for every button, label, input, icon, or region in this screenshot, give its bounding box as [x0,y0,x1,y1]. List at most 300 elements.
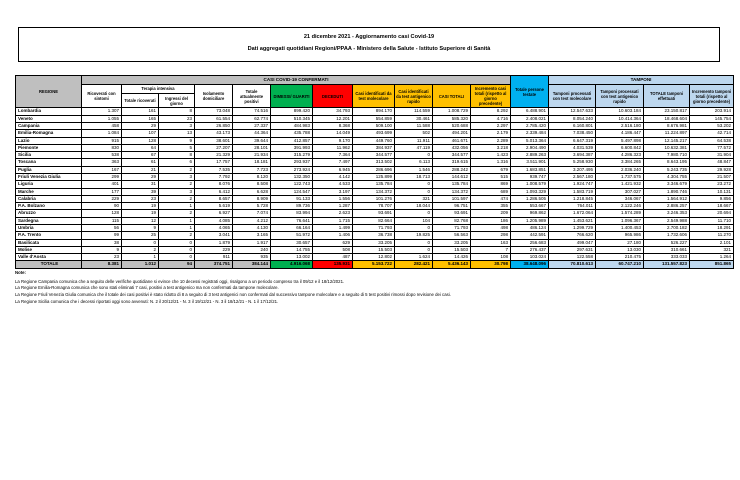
data-cell: 1.423 [471,152,511,159]
data-cell: 391.993 [271,144,313,151]
data-cell: 18.468.604 [644,115,690,122]
data-cell: 1.890.746 [644,188,690,195]
data-cell: 56 [82,224,122,231]
data-cell: 28.101 [233,144,271,151]
data-cell: 4.212 [233,217,271,224]
data-cell: 1 [159,217,195,224]
col-header-persone-testate: Totale persone testate [511,76,549,108]
data-cell: 23 [122,195,159,202]
note-line: La Regione Campania comunica che a seguito delle verifiche quotidiane si evince che 10 decessi registrati oggi, risalgono a un periodo compreso tra il 09/12 e il 18/12/2021. [15,278,345,284]
data-cell: 101.597 [433,195,471,202]
data-cell: 2 [122,246,159,253]
table-row [16,210,734,217]
data-cell: 6.927 [195,210,233,217]
table-row [16,239,734,246]
data-cell: 11.588 [395,123,433,130]
totale-cell: 851.865 [690,261,734,268]
data-cell: 273.924 [271,166,313,173]
note-line: La Regione Sicilia comunica che i decessi riportati oggi sono avvenuti: N. 2 il 20/12/21 - N. 3 il 19/12/21 - N. 3 il 18/12/21 - N. 1 il 17/12/21. [15,298,279,304]
data-cell: 125.899 [353,173,395,180]
data-cell: 38 [82,239,122,246]
data-cell: 3.207.495 [549,166,596,173]
data-cell: 3.246.353 [644,210,690,217]
data-cell: 4.065 [195,224,233,231]
data-cell: 1 [159,203,195,210]
data-cell: 26.850 [195,123,233,130]
data-cell: 2.289 [471,137,511,144]
data-cell: 458 [82,123,122,130]
data-cell: 2.408.021 [511,115,549,122]
data-cell: 177 [82,188,122,195]
data-cell: 432.056 [433,144,471,151]
data-cell: 494.201 [433,130,471,137]
data-cell: 2.122.246 [596,203,644,210]
totale-label: TOTALE [16,261,82,268]
data-cell: 1.453.621 [549,217,596,224]
totale-cell: 282.421 [395,261,433,268]
data-cell: 2.567.180 [549,173,596,180]
data-cell: 299 [82,173,122,180]
data-cell: 1.556 [313,195,353,202]
data-cell: 8.508 [233,181,271,188]
data-cell: 108 [471,254,511,261]
data-cell: 8 [159,108,195,115]
data-cell: 1.093.329 [511,188,549,195]
data-cell: 30.657 [271,239,313,246]
data-cell: 915 [82,137,122,144]
totale-cell: 131.557.823 [644,261,690,268]
data-cell: 11.962 [313,144,353,151]
data-cell: 8.120 [233,173,271,180]
data-cell: 18.044 [395,203,433,210]
data-cell: 1.564.912 [644,195,690,202]
data-cell: 23 [82,254,122,261]
data-cell: 64.538 [690,137,734,144]
data-cell: 508 [313,246,353,253]
data-cell: 20.694 [690,210,734,217]
data-cell: 134.372 [433,188,471,195]
data-cell: 3.041 [195,232,233,239]
band-casi-confermati: CASI COVID-19 CONFERMATI [82,76,511,85]
data-cell: 435.788 [271,130,313,137]
totale-cell: 70.810.613 [549,261,596,268]
data-cell: 0 [395,210,433,217]
data-cell: 830 [82,144,122,151]
bulletin-subtitle: Dati aggregati quotidiani Regioni/PPAA - Ministero della Salute - Istituto Superiore di Sanità [247,45,491,52]
data-cell: 5.258.930 [549,159,596,166]
data-cell: 401 [82,181,122,188]
data-cell: 286.696 [353,166,395,173]
data-cell: 3.346.679 [644,181,690,188]
data-cell: 2.623 [313,210,353,217]
data-cell: 7.792 [195,173,233,180]
data-cell: 363 [82,159,122,166]
data-cell: 6.113 [395,159,433,166]
data-cell: 1.879 [195,239,233,246]
data-cell: 134.372 [353,188,395,195]
data-cell: 36.738 [353,232,395,239]
data-cell: 74.516 [233,108,271,115]
data-cell: 103.024 [511,254,549,261]
data-cell: 6.160.801 [549,123,596,130]
data-cell: 2.889.263 [511,152,549,159]
data-cell: 2.297 [471,123,511,130]
data-cell: 7.038.450 [549,130,596,137]
data-cell: 538 [82,152,122,159]
data-cell: 4.533 [313,181,353,188]
table-row [16,152,734,159]
data-cell: 77.572 [690,144,734,151]
table-row [16,203,734,210]
data-cell: 911 [195,254,233,261]
data-cell: 25 [122,232,159,239]
data-cell: 18.291 [690,224,734,231]
data-cell: 9.170 [313,137,353,144]
data-cell: 689 [471,188,511,195]
table-row [16,137,734,144]
data-cell: 2 [159,232,195,239]
data-cell: 499.047 [549,239,596,246]
table-row [16,130,734,137]
notes-section [15,270,725,305]
data-cell: 128 [82,210,122,217]
table-row [16,173,734,180]
col-header-ricoverati: Ricoverati con sintomi [82,85,122,108]
region-name: Veneto [16,115,82,122]
data-cell: 1.055 [82,115,122,122]
data-cell: 12.145.217 [644,137,690,144]
data-cell: 12.201 [313,115,353,122]
data-cell: 229 [82,195,122,202]
data-cell: 7.723 [233,166,271,173]
data-cell: 27.207 [195,144,233,151]
data-cell: 23.150.817 [644,108,690,115]
data-cell: 67 [122,152,159,159]
data-cell: 1.299.729 [549,224,596,231]
data-cell: 144.612 [433,173,471,180]
data-cell: 293.937 [271,159,313,166]
data-cell: 1.421.932 [596,181,644,188]
data-cell: 5.013.364 [511,137,549,144]
data-cell: 3 [159,188,195,195]
data-cell: 64 [122,144,159,151]
data-cell: 629 [313,239,353,246]
data-cell: 186 [471,217,511,224]
data-cell: 554.859 [353,115,395,122]
data-cell: 93.691 [353,210,395,217]
bulletin-date-title: 21 dicembre 2021 - Aggiornamento casi Covid-19 [303,34,435,40]
data-cell: 1.499 [313,224,353,231]
data-cell: 12 [122,217,159,224]
data-cell: 76.641 [271,217,313,224]
data-cell: 167 [82,166,122,173]
data-cell: 7.364 [313,152,353,159]
notes-title: Note: [15,270,26,275]
data-cell: 7.074 [233,210,271,217]
data-cell: 115 [82,217,122,224]
data-cell: 21.329 [195,152,233,159]
data-cell: 122.558 [549,254,596,261]
data-cell: 7.980.710 [644,152,690,159]
data-cell: 31 [122,181,159,188]
data-cell: 122.743 [271,181,313,188]
data-cell: 71.793 [433,224,471,231]
data-cell: 899.420 [271,108,313,115]
data-cell: 442.591 [511,232,549,239]
data-cell: 21 [122,166,159,173]
data-cell: 10.603.184 [596,108,644,115]
data-cell: 4.031.539 [549,144,596,151]
data-cell: 5.619 [195,203,233,210]
data-cell: 91.133 [271,195,313,202]
data-cell: 1.583.719 [549,188,596,195]
data-cell: 7.497 [313,159,353,166]
data-cell: 14.426 [433,254,471,261]
data-cell: 1.400.453 [596,224,644,231]
data-cell: 114.559 [395,108,433,115]
data-cell: 71.793 [353,224,395,231]
data-cell: 229 [195,246,233,253]
col-header-regione: REGIONE [16,76,82,108]
table-row [16,115,734,122]
data-cell: 509.100 [353,123,395,130]
data-cell: 0 [395,152,433,159]
totale-cell: 8.381 [82,261,122,268]
data-cell: 29 [122,173,159,180]
col-header-tamponi-molecolare: Tamponi processati con test molecolare [549,85,596,108]
data-cell: 10.632.381 [644,144,690,151]
data-cell: 256.683 [511,239,549,246]
data-cell: 9 [159,137,195,144]
data-cell: 8.643.195 [644,159,690,166]
col-header-casi-antigenico: Casi identificati da test antigenico rapido [395,85,433,108]
data-cell: 3.694.387 [549,152,596,159]
data-cell: 18.181 [233,159,271,166]
data-cell: 2.886.257 [644,203,690,210]
totale-cell: 1.012 [122,261,159,268]
data-cell: 27.180 [596,239,644,246]
data-cell: 1 [159,224,195,231]
data-cell: 19.825 [395,232,433,239]
data-cell: 0 [159,246,195,253]
data-cell: 240 [233,246,271,253]
data-cell: 82.664 [353,217,395,224]
region-name: Valle d'Aosta [16,254,82,261]
data-cell: 1.218.845 [549,195,596,202]
col-header-casi-molecolare: Casi identificati da test molecolare [353,85,395,108]
data-cell: 0 [395,239,433,246]
data-cell: 0 [395,246,433,253]
data-cell: 3.511.901 [511,159,549,166]
data-cell: 61 [122,159,159,166]
band-tamponi: TAMPONI [549,76,734,85]
data-cell: 2.036.240 [596,166,644,173]
data-cell: 1.574.289 [596,210,644,217]
data-cell: 51.972 [271,232,313,239]
data-cell: 18.713 [395,173,433,180]
totale-cell: 30.798 [471,261,511,268]
data-cell: 0 [395,224,433,231]
data-cell: 355 [471,203,511,210]
data-cell: 101.276 [353,195,395,202]
data-cell: 510.345 [271,115,313,122]
data-cell: 764.011 [549,203,596,210]
totale-cell: 4.916.068 [271,261,313,268]
data-cell: 12.547.633 [549,108,596,115]
region-name: Basilicata [16,239,82,246]
data-cell: 1.084 [82,130,122,137]
col-header-dimessi: DIMESSI/ GUARITI [271,85,313,108]
data-cell: 15.503 [433,246,471,253]
data-cell: 344.577 [433,152,471,159]
table-row [16,166,734,173]
totale-cell: 135.931 [313,261,353,268]
data-cell: 96.751 [433,203,471,210]
data-cell: 9.856 [690,195,734,202]
data-cell: 39 [122,188,159,195]
data-cell: 4.085 [195,217,233,224]
data-cell: 145.754 [690,115,734,122]
data-cell: 19 [122,210,159,217]
data-cell: 3 [159,123,195,130]
region-name: Emilia-Romagna [16,130,82,137]
data-cell: 346.067 [596,195,644,202]
data-cell: 1.008.579 [511,181,549,188]
data-cell: 66.164 [271,224,313,231]
region-name: Umbria [16,224,82,231]
col-header-tamponi-totale: TOTALE tamponi effettuati [644,85,690,108]
title-box [18,27,720,62]
data-cell: 2.700.182 [644,224,690,231]
data-cell: 17.757 [195,159,233,166]
data-cell: 484.983 [271,123,313,130]
table-row [16,246,734,253]
table-row [16,123,734,130]
data-cell: 209 [471,210,511,217]
table-row [16,159,734,166]
data-cell: 2 [159,195,195,202]
data-cell: 319.615 [433,159,471,166]
data-cell: 15.503 [353,246,395,253]
data-cell: 412.857 [271,137,313,144]
region-name: Lazio [16,137,82,144]
data-cell: 163 [471,239,511,246]
totale-cell: 384.144 [233,261,271,268]
data-cell: 29 [122,123,159,130]
region-name: Molise [16,246,82,253]
data-cell: 515 [471,173,511,180]
data-cell: 2 [159,181,195,188]
data-cell: 585.320 [433,115,471,122]
data-cell: 288.242 [433,166,471,173]
data-cell: 33.205 [353,239,395,246]
data-cell: 6.628 [233,188,271,195]
data-cell: 78.707 [353,203,395,210]
table-row [16,224,734,231]
region-name: Campania [16,123,82,130]
data-cell: 21.507 [690,173,734,180]
data-cell: 6.412 [195,188,233,195]
totale-cell: 94 [159,261,195,268]
data-cell: 27.337 [233,123,271,130]
data-cell: 8.909 [233,195,271,202]
data-cell: 894.170 [353,108,395,115]
data-cell: 62.774 [233,115,271,122]
data-cell: 47.119 [395,144,433,151]
data-cell: 0 [122,239,159,246]
col-header-ti-totale: Totale ricoverati [122,93,159,108]
data-cell: 10.131 [690,188,734,195]
data-cell: 1.205.989 [511,217,549,224]
data-cell: 12.802 [353,254,395,261]
table-header [16,76,734,108]
data-cell: 344.577 [353,152,395,159]
data-cell: 8.657 [195,195,233,202]
data-cell: 474 [471,195,511,202]
col-header-incremento-casi: Incremento casi totali (rispetto al giorno precedente) [471,85,511,108]
region-name: Friuli Venezia Giulia [16,173,82,180]
table-row [16,144,734,151]
note-line: La Regione Emilia-Romagna comunica che sono stati eliminati 7 casi, positivi a test antigenico ma non confermati da tampone molecolare. [15,285,279,291]
data-cell: 384.937 [353,144,395,151]
data-cell: 8 [159,152,195,159]
data-cell: 869 [471,181,511,188]
data-cell: 18.667 [690,203,734,210]
data-cell: 935 [233,254,271,261]
data-cell: 526.227 [644,239,690,246]
data-cell: 48.847 [690,159,734,166]
data-cell: 11.270 [690,232,734,239]
data-cell: 0 [159,254,195,261]
data-cell: 104 [395,217,433,224]
totale-cell: 5.153.722 [353,261,395,268]
data-cell: 135.784 [353,181,395,188]
data-cell: 6.600.842 [596,144,644,151]
data-cell: 4.186.447 [596,130,644,137]
data-cell: 5.497.898 [596,137,644,144]
data-cell: 2.549.988 [644,217,690,224]
col-header-isolamento: Isolamento domiciliare [195,85,233,108]
table-row [16,195,734,202]
data-cell: 1.917 [233,239,271,246]
data-cell: 0 [395,181,433,188]
data-cell: 6.488.901 [511,108,549,115]
data-cell: 53.202 [690,123,734,130]
data-cell: 333.033 [644,254,690,261]
col-header-casi-totali: CASI TOTALI [433,85,471,108]
data-cell: 124.547 [271,188,313,195]
data-cell: 1.924.747 [549,181,596,188]
covid-data-table [15,75,734,269]
data-cell: 38.601 [195,137,233,144]
data-cell: 969.862 [511,210,549,217]
data-cell: 73.048 [195,108,233,115]
region-name: Puglia [16,166,82,173]
data-cell: 298 [471,232,511,239]
data-cell: 1.624 [395,254,433,261]
data-cell: 61.554 [195,115,233,122]
data-cell: 6.945 [313,166,353,173]
data-cell: 493.699 [353,130,395,137]
data-cell: 11.911 [395,137,433,144]
table-body [16,108,734,268]
table-row [16,181,734,188]
data-cell: 1.546 [395,166,433,173]
data-cell: 161 [122,108,159,115]
table-row [16,108,734,115]
region-name: Abruzzo [16,210,82,217]
data-cell: 128 [122,137,159,144]
